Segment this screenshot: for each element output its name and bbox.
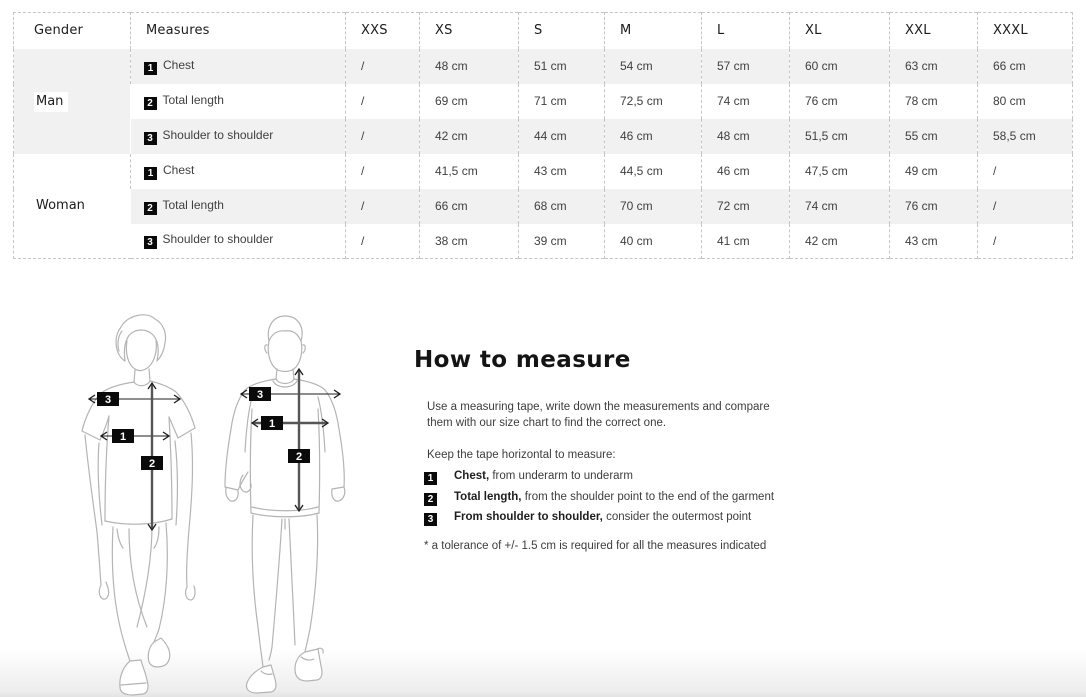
- list-number-badge: 1: [424, 472, 437, 485]
- table-row: [14, 49, 1073, 84]
- value-cell: 51 cm: [519, 49, 605, 84]
- woman-length-arrow: [141, 383, 163, 530]
- measure-cell: [131, 49, 346, 84]
- list-item: [424, 491, 884, 506]
- value-cell: 46 cm: [702, 154, 790, 189]
- value-cell: 72 cm: [702, 189, 790, 224]
- table-row: [14, 119, 1073, 154]
- table-row: [14, 224, 1073, 259]
- value-cell: 48 cm: [420, 49, 519, 84]
- value-cell: /: [978, 224, 1073, 259]
- column-header-xxs: XXS: [346, 13, 420, 49]
- measure-label: Total length: [162, 197, 224, 212]
- list-item: [424, 511, 884, 526]
- measure-cell: [131, 154, 346, 189]
- value-cell: /: [978, 154, 1073, 189]
- measure-cell: [131, 84, 346, 119]
- value-cell: /: [346, 119, 420, 154]
- value-cell: 70 cm: [605, 189, 702, 224]
- value-cell: 38 cm: [420, 224, 519, 259]
- value-cell: /: [346, 154, 420, 189]
- value-cell: 49 cm: [890, 154, 978, 189]
- value-cell: 41 cm: [702, 224, 790, 259]
- value-cell: 44 cm: [519, 119, 605, 154]
- list-number-badge: 2: [424, 493, 437, 506]
- value-cell: 76 cm: [790, 84, 890, 119]
- instruction-rest: from the shoulder point to the end of the garment: [521, 490, 775, 503]
- woman-figure-illustration: [82, 315, 195, 695]
- value-cell: 74 cm: [702, 84, 790, 119]
- value-cell: 76 cm: [890, 189, 978, 224]
- value-cell: 54 cm: [605, 49, 702, 84]
- how-to-measure-section: [0, 297, 1086, 697]
- keep-tape-line: Keep the tape horizontal to measure:: [427, 449, 616, 461]
- measure-label: Chest: [163, 57, 195, 72]
- column-header-l: L: [702, 13, 790, 49]
- instruction-bold: Chest,: [454, 470, 490, 482]
- measure-number-badge: 1: [144, 62, 157, 75]
- measure-cell: [131, 224, 346, 259]
- list-number-badge: 3: [424, 513, 437, 526]
- instruction-bold: From shoulder to shoulder,: [454, 511, 603, 523]
- value-cell: 60 cm: [790, 49, 890, 84]
- value-cell: 40 cm: [605, 224, 702, 259]
- value-cell: 42 cm: [420, 119, 519, 154]
- man-badge-1: 1: [268, 418, 276, 430]
- measure-number-badge: 3: [144, 132, 157, 145]
- value-cell: 68 cm: [519, 189, 605, 224]
- value-cell: 80 cm: [978, 84, 1073, 119]
- tolerance-note: * a tolerance of +/- 1.5 cm is required for all the measures indicated: [424, 540, 767, 552]
- value-cell: 74 cm: [790, 189, 890, 224]
- value-cell: 44,5 cm: [605, 154, 702, 189]
- value-cell: 47,5 cm: [790, 154, 890, 189]
- man-badge-3: 3: [256, 389, 264, 401]
- value-cell: 42 cm: [790, 224, 890, 259]
- woman-chest-arrow: [101, 429, 169, 443]
- measure-cell: [131, 119, 346, 154]
- measure-number-badge: 2: [144, 97, 157, 110]
- measure-number-badge: 2: [144, 202, 157, 215]
- value-cell: 66 cm: [420, 189, 519, 224]
- gender-label: Man: [34, 92, 68, 112]
- measurement-figures-illustration: [55, 297, 415, 697]
- value-cell: /: [346, 224, 420, 259]
- value-cell: 57 cm: [702, 49, 790, 84]
- woman-badge-1: 1: [119, 431, 127, 443]
- size-chart-table: [13, 12, 1073, 259]
- gender-cell-man: [14, 49, 131, 154]
- gender-label: Woman: [34, 196, 90, 216]
- measure-label: Shoulder to shoulder: [162, 232, 274, 247]
- table-row: [14, 189, 1073, 224]
- measure-label: Total length: [162, 92, 224, 107]
- value-cell: 58,5 cm: [978, 119, 1073, 154]
- value-cell: 51,5 cm: [790, 119, 890, 154]
- column-header-measures: Measures: [131, 13, 346, 49]
- measure-number-badge: 1: [144, 167, 157, 180]
- measure-instructions-list: [424, 470, 884, 526]
- table-row: [14, 154, 1073, 189]
- value-cell: 46 cm: [605, 119, 702, 154]
- column-header-xs: XS: [420, 13, 519, 49]
- list-item: [424, 470, 884, 485]
- how-to-measure-intro: Use a measuring tape, write down the measurements and compare them with our size chart to find the correct one.: [427, 401, 770, 429]
- value-cell: /: [978, 189, 1073, 224]
- value-cell: /: [346, 189, 420, 224]
- man-chest-arrow: [252, 416, 328, 430]
- how-to-measure-panel: [414, 347, 884, 552]
- column-header-xxl: XXL: [890, 13, 978, 49]
- instruction-rest: consider the outermost point: [602, 511, 752, 523]
- measure-number-badge: 3: [144, 236, 157, 249]
- value-cell: 55 cm: [890, 119, 978, 154]
- value-cell: /: [346, 49, 420, 84]
- value-cell: 63 cm: [890, 49, 978, 84]
- instruction-rest: from underarm to underarm: [489, 470, 633, 482]
- table-row: [14, 84, 1073, 119]
- man-figure-illustration: [225, 316, 345, 693]
- column-header-xl: XL: [790, 13, 890, 49]
- value-cell: 78 cm: [890, 84, 978, 119]
- woman-shoulder-arrow: [89, 392, 180, 406]
- value-cell: 72,5 cm: [605, 84, 702, 119]
- column-header-xxxl: XXXL: [978, 13, 1073, 49]
- woman-badge-3: 3: [104, 394, 112, 406]
- value-cell: 66 cm: [978, 49, 1073, 84]
- value-cell: /: [346, 84, 420, 119]
- column-header-m: M: [605, 13, 702, 49]
- man-length-arrow: [288, 369, 310, 511]
- column-header-gender: Gender: [34, 23, 84, 39]
- measure-label: Chest: [163, 162, 195, 177]
- table-header-row: [14, 13, 1073, 49]
- value-cell: 48 cm: [702, 119, 790, 154]
- woman-badge-2: 2: [148, 458, 156, 470]
- value-cell: 69 cm: [420, 84, 519, 119]
- value-cell: 41,5 cm: [420, 154, 519, 189]
- measure-cell: [131, 189, 346, 224]
- how-to-measure-title: How to measure: [414, 347, 631, 373]
- instruction-bold: Total length,: [454, 490, 522, 503]
- value-cell: 39 cm: [519, 224, 605, 259]
- column-header-s: S: [519, 13, 605, 49]
- value-cell: 43 cm: [519, 154, 605, 189]
- man-badge-2: 2: [295, 451, 303, 463]
- gender-cell-woman: [14, 154, 131, 259]
- value-cell: 71 cm: [519, 84, 605, 119]
- measure-label: Shoulder to shoulder: [162, 127, 274, 142]
- value-cell: 43 cm: [890, 224, 978, 259]
- man-shoulder-arrow: [241, 387, 340, 401]
